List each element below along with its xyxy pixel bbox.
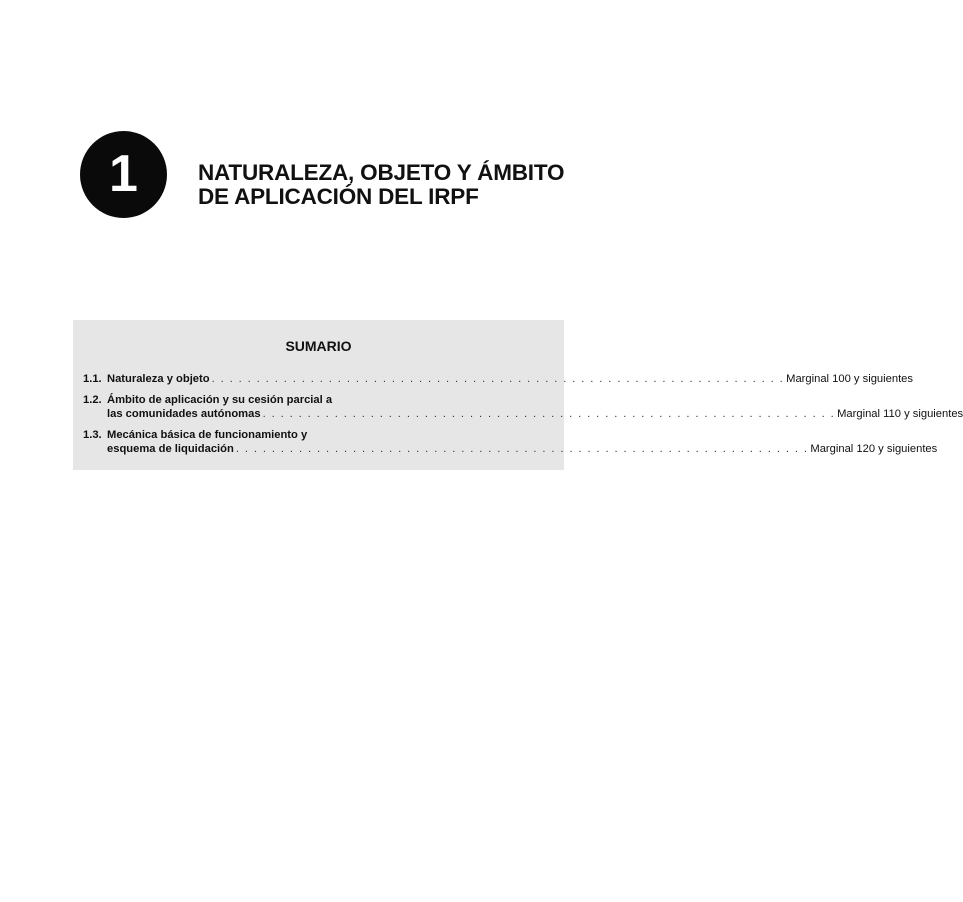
toc-entry-1-2[interactable]	[83, 393, 963, 421]
toc-line	[83, 428, 556, 442]
summary-box	[73, 320, 963, 470]
toc-entry-title-continued: las comunidades autónomas	[107, 408, 261, 420]
toc-entry-reference: Marginal 120 y siguientes	[810, 443, 938, 455]
toc-entry-title: Naturaleza y objeto	[107, 373, 210, 385]
summary-heading: SUMARIO	[285, 338, 352, 354]
toc-entry-1-1[interactable]	[83, 372, 913, 386]
toc-entry-number: 1.3.	[83, 429, 102, 441]
dot-leader: . . . . . . . . . . . . . . . . . . . . . . . . . . . . . . . . . . . . . . . . . . . . . . . . . . . . . . . . . . . . . . . .	[211, 373, 785, 385]
toc-line	[83, 407, 963, 421]
chapter-title-line-2: DE APLICACIÓN DEL IRPF	[198, 184, 479, 209]
toc-line	[83, 442, 938, 456]
toc-entry-title-continued: esquema de liquidación	[107, 443, 234, 455]
toc-line	[83, 393, 556, 407]
toc-entry-title: Mecánica básica de funcionamiento y	[107, 429, 308, 441]
toc-entry-title: Ámbito de aplicación y su cesión parcial a	[107, 394, 333, 406]
dot-leader: . . . . . . . . . . . . . . . . . . . . . . . . . . . . . . . . . . . . . . . . . . . . . . . . . . . . . . . . . . . . . . . .	[262, 408, 836, 420]
toc-entry-1-3[interactable]	[83, 428, 938, 456]
toc-line	[83, 372, 913, 386]
toc-entry-number: 1.2.	[83, 394, 102, 406]
toc-entry-reference: Marginal 110 y siguientes	[837, 408, 963, 420]
chapter-header	[80, 131, 580, 221]
toc-entry-number: 1.1.	[83, 373, 102, 385]
toc-entry-reference: Marginal 100 y siguientes	[786, 373, 913, 385]
chapter-title-line-1: NATURALEZA, OBJETO Y ÁMBITO	[198, 160, 565, 185]
table-of-contents	[83, 372, 963, 463]
chapter-title	[198, 161, 564, 209]
dot-leader: . . . . . . . . . . . . . . . . . . . . . . . . . . . . . . . . . . . . . . . . . . . . . . . . . . . . . . . . . . . . . . . .	[235, 443, 809, 455]
chapter-number-badge: 1	[80, 131, 167, 218]
